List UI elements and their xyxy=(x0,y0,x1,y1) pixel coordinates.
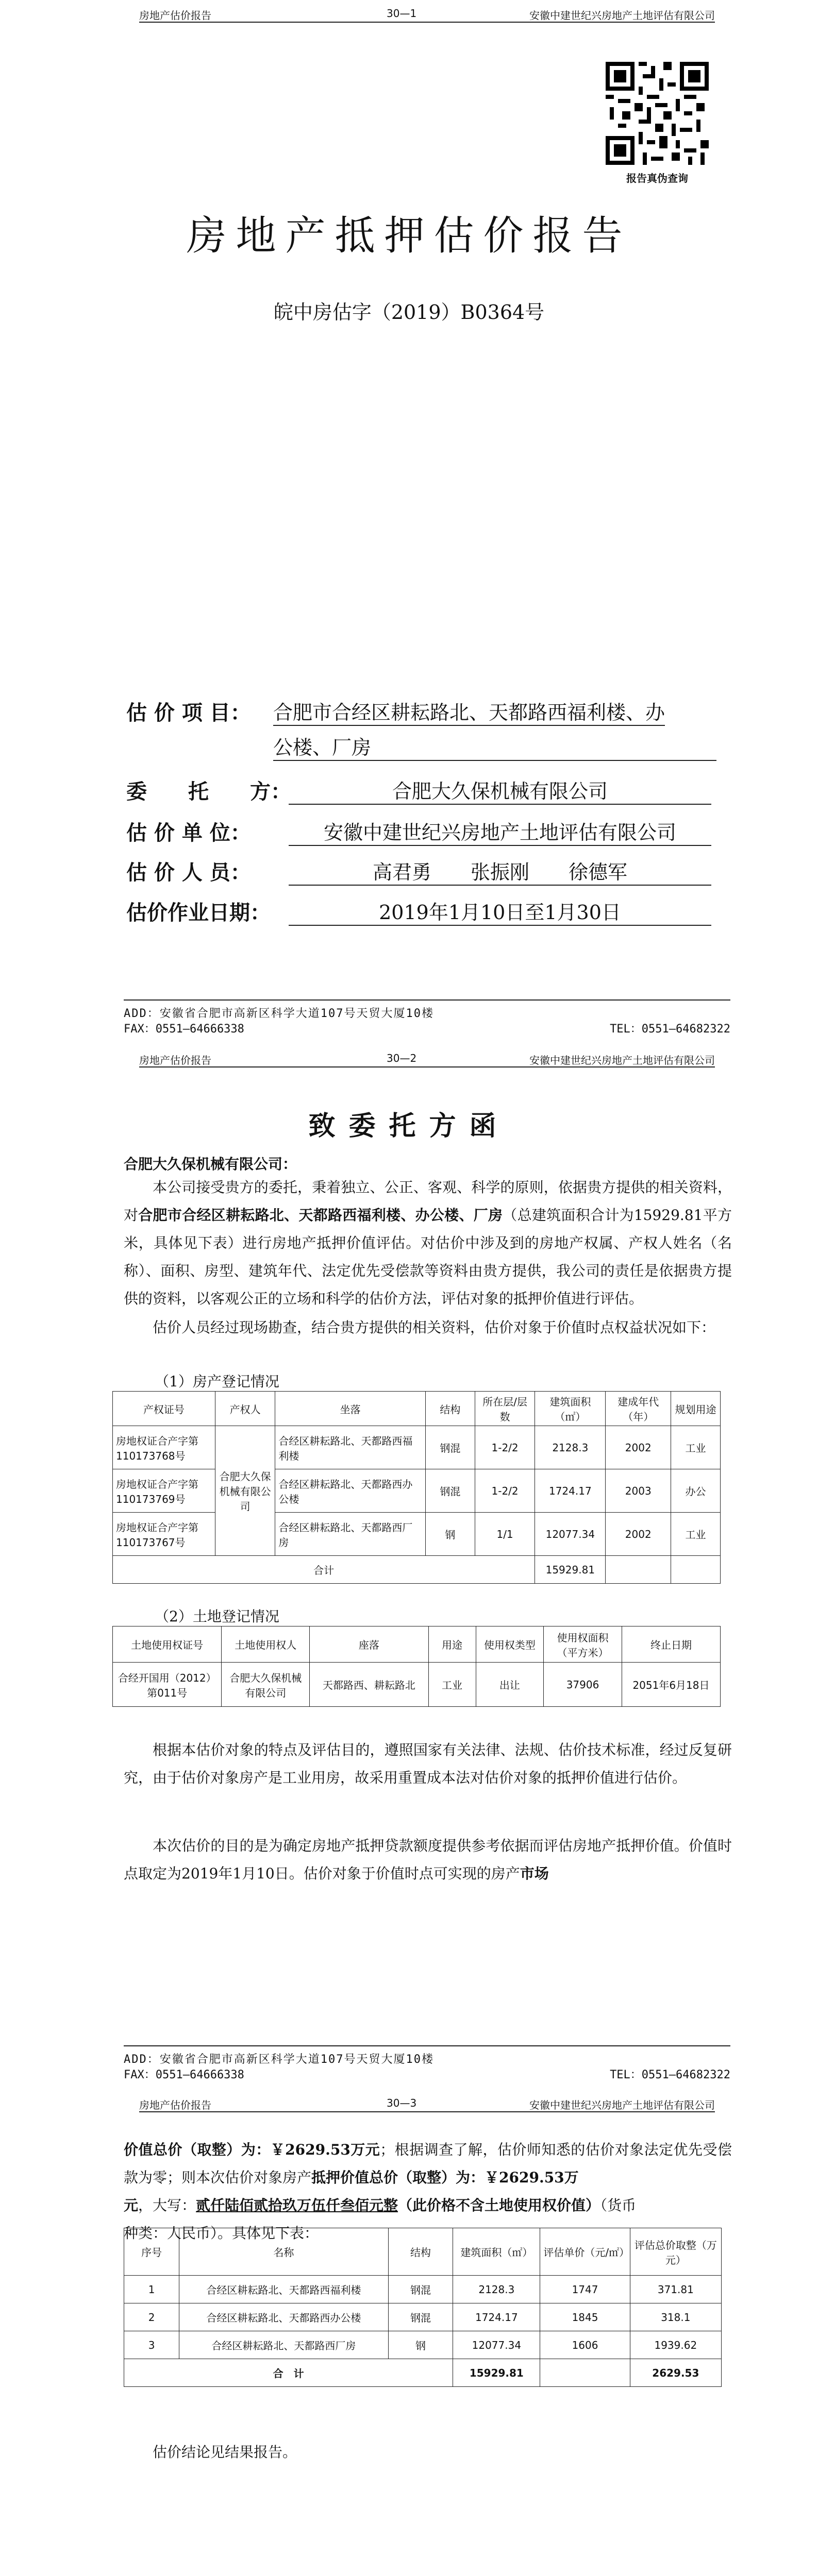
col-header: 评估单价（元/㎡） xyxy=(540,2228,630,2276)
cell-use: 办公 xyxy=(671,1469,721,1513)
house-registration-table xyxy=(112,1391,721,1584)
cell-area: 1724.17 xyxy=(535,1469,606,1513)
cover-page xyxy=(0,0,818,1045)
cell-area: 12077.34 xyxy=(453,2331,540,2359)
table-row xyxy=(124,2331,722,2359)
appraisers-label: 估 价 人 员： xyxy=(126,861,251,885)
letter-title: 致委托方函 xyxy=(308,1111,510,1142)
col-header: 结构 xyxy=(388,2228,453,2276)
letter-page xyxy=(0,1045,818,2090)
cell-structure: 钢 xyxy=(426,1513,475,1556)
col-header: 名称 xyxy=(179,2228,388,2276)
page-footer xyxy=(124,999,730,1037)
total-label: 合 计 xyxy=(124,2359,453,2387)
footer-address: ADD：安徽省合肥市高新区科学大道107号天贸大厦10楼 xyxy=(124,1007,434,1020)
appraisers-value: 高君勇 张振刚 徐德军 xyxy=(289,856,711,886)
conclusion-text-4: 种类：人民币）。具体见下表： xyxy=(124,2225,319,2242)
cell-year: 2002 xyxy=(606,1513,671,1556)
header-right: 安徽中建世纪兴房地产土地评估有限公司 xyxy=(529,1054,715,1066)
qr-caption: 报告真伪查询 xyxy=(626,172,688,184)
cell-use: 工业 xyxy=(671,1513,721,1556)
letter-paragraph-1 xyxy=(124,1174,732,1313)
letter-paragraph-4 xyxy=(124,1832,732,1888)
col-header: 所在层/层数 xyxy=(475,1392,535,1426)
cell-use: 工业 xyxy=(428,1663,476,1707)
header-page-no: 30—1 xyxy=(387,7,417,20)
report-title: 房地产抵押估价报告 xyxy=(186,213,632,259)
page-header xyxy=(139,1051,715,1067)
cell-year: 2003 xyxy=(606,1469,671,1513)
col-header: 使用权面积（平方米） xyxy=(544,1626,622,1663)
valuation-table xyxy=(124,2228,722,2387)
work-date-label: 估价作业日期： xyxy=(126,901,271,925)
cell-area: 2128.3 xyxy=(453,2276,540,2303)
footer-tel: TEL：0551—64682322 xyxy=(610,1023,730,1036)
cell-structure: 钢 xyxy=(388,2331,453,2359)
header-left: 房地产估价报告 xyxy=(139,9,211,22)
cell-area: 12077.34 xyxy=(535,1513,606,1556)
cell-floor: 1-2/2 xyxy=(475,1469,535,1513)
col-header: 规划用途 xyxy=(671,1392,721,1426)
cell-name: 合经区耕耘路北、天都路西办公楼 xyxy=(179,2303,388,2331)
land-table-heading: （2）土地登记情况 xyxy=(155,1608,279,1625)
project-value-line2: 公楼、厂房 xyxy=(273,732,716,761)
client-value: 合肥大久保机械有限公司 xyxy=(289,775,711,805)
cell-location: 合经区耕耘路北、天都路西福利楼 xyxy=(275,1426,426,1469)
cell-year: 2002 xyxy=(606,1426,671,1469)
mortgage-value-bold: 抵押价值总价（取整）为：￥2629.53万 xyxy=(311,2169,579,2186)
cell-area: 37906 xyxy=(544,1663,622,1707)
header-right: 安徽中建世纪兴房地产土地评估有限公司 xyxy=(529,9,715,22)
table-row xyxy=(124,2276,722,2303)
header-right: 安徽中建世纪兴房地产土地评估有限公司 xyxy=(529,2099,715,2111)
page-header xyxy=(139,2096,715,2112)
page-footer xyxy=(124,2045,730,2082)
work-date-value: 2019年1月10日至1月30日 xyxy=(289,896,711,926)
header-page-no: 30—3 xyxy=(387,2097,417,2109)
page-header xyxy=(139,6,715,23)
table-row xyxy=(113,1469,721,1513)
cell-price: 1747 xyxy=(540,2276,630,2303)
cell-owner: 合肥大久保机械有限公司 xyxy=(222,1663,310,1707)
header-page-no: 30—2 xyxy=(387,1052,417,1064)
total-area: 15929.81 xyxy=(453,2359,540,2387)
footer-address: ADD：安徽省合肥市高新区科学大道107号天贸大厦10楼 xyxy=(124,2053,434,2066)
cell-area: 2128.3 xyxy=(535,1426,606,1469)
value-note: （此价格不含土地使用权价值） xyxy=(398,2197,600,2214)
cell-floor: 1/1 xyxy=(475,1513,535,1556)
table-row xyxy=(113,1426,721,1469)
cell-no: 2 xyxy=(124,2303,179,2331)
p1-text-b: （总建筑面积合计为15929.81平方米，具体见下表）进行房地产抵押价值评估。对估价中涉及到的房地产权属、产权人姓名（名称）、面积、房型、建筑年代、法定优先受偿款等资料由贵方提供，我公司的责任是依据贵方提供的资料，以客观公正的立场和科学的估价方法，评估对象的抵押价值进行评估。 xyxy=(124,1207,732,1307)
conclusion-page xyxy=(0,2090,818,2576)
total-area: 15929.81 xyxy=(535,1556,606,1584)
col-header: 坐落 xyxy=(275,1392,426,1426)
document-number: 皖中房估字（2019）B0364号 xyxy=(273,301,545,324)
cell-structure: 钢混 xyxy=(426,1426,475,1469)
cell-price: 1606 xyxy=(540,2331,630,2359)
cell-owner: 合肥大久保机械有限公司 xyxy=(215,1426,275,1556)
cell-no: 1 xyxy=(124,2276,179,2303)
cell-location: 合经区耕耘路北、天都路西厂房 xyxy=(275,1513,426,1556)
total-value: 2629.53 xyxy=(630,2359,721,2387)
header-left: 房地产估价报告 xyxy=(139,2099,211,2111)
cell-name: 合经区耕耘路北、天都路西厂房 xyxy=(179,2331,388,2359)
letter-salutation: 合肥大久保机械有限公司： xyxy=(124,1156,297,1173)
cell-total: 371.81 xyxy=(630,2276,721,2303)
letter-paragraph-3: 根据本估价对象的特点及评估目的，遵照国家有关法律、法规、估价技术标准，经过反复研究，由于估价对象房产是工业用房，故采用重置成本法对估价对象的抵押价值进行估价。 xyxy=(124,1741,732,1786)
footer-fax: FAX：0551—64666338 xyxy=(124,1023,244,1036)
total-row xyxy=(113,1556,721,1584)
cell-total: 318.1 xyxy=(630,2303,721,2331)
cell-structure: 钢混 xyxy=(388,2303,453,2331)
cell-end-date: 2051年6月18日 xyxy=(622,1663,720,1707)
col-header: 使用权类型 xyxy=(476,1626,543,1663)
cell-location: 天都路西、耕耘路北 xyxy=(310,1663,428,1707)
cell-location: 合经区耕耘路北、天都路西办公楼 xyxy=(275,1469,426,1513)
cell-structure: 钢混 xyxy=(388,2276,453,2303)
appraiser-unit-value: 安徽中建世纪兴房地产土地评估有限公司 xyxy=(289,817,711,846)
p4-text: 本次估价的目的是为确定房地产抵押贷款额度提供参考依据而评估房地产抵押价值。价值时点取定为2019年1月10日。估价对象于价值时点可实现的房产 xyxy=(124,1837,732,1882)
cell-floor: 1-2/2 xyxy=(475,1426,535,1469)
col-header: 建成年代（年） xyxy=(606,1392,671,1426)
cell-cert: 房地权证合产字第110173768号 xyxy=(113,1426,215,1469)
table-row xyxy=(113,1513,721,1556)
cell-type: 出让 xyxy=(476,1663,543,1707)
col-header: 建筑面积（㎡） xyxy=(535,1392,606,1426)
total-row xyxy=(124,2359,722,2387)
letter-paragraph-2: 估价人员经过现场勘查，结合贵方提供的相关资料，估价对象于价值时点权益状况如下： xyxy=(153,1319,716,1336)
col-header: 产权证号 xyxy=(113,1392,215,1426)
project-label: 估 价 项 目： xyxy=(126,701,251,725)
cell-name: 合经区耕耘路北、天都路西福利楼 xyxy=(179,2276,388,2303)
total-label: 合计 xyxy=(113,1556,535,1584)
conclusion-text-1: ；根据调查了解，估价师知悉的估价对象法定优先受偿款为零；则本次估价对象房产 xyxy=(124,2141,732,2186)
col-header: 评估总价取整（万元） xyxy=(630,2228,721,2276)
house-table-heading: （1）房产登记情况 xyxy=(155,1373,279,1390)
appraiser-unit-label: 估 价 单 位： xyxy=(126,821,251,845)
project-value-line1: 合肥市合经区耕耘路北、天都路西福利楼、办 xyxy=(273,697,665,726)
col-header: 结构 xyxy=(426,1392,475,1426)
col-header: 建筑面积（㎡） xyxy=(453,2228,540,2276)
col-header: 产权人 xyxy=(215,1392,275,1426)
value-in-words: 贰仟陆佰贰拾玖万伍仟叁佰元整 xyxy=(196,2197,398,2214)
conclusion-text-3: （货币 xyxy=(600,2197,637,2214)
header-left: 房地产估价报告 xyxy=(139,1054,211,1066)
cell-no: 3 xyxy=(124,2331,179,2359)
footer-fax: FAX：0551—64666338 xyxy=(124,2069,244,2081)
col-header: 土地使用权证号 xyxy=(113,1626,222,1663)
qr-code-icon[interactable] xyxy=(606,62,709,165)
cell-cert: 合经开国用（2012）第011号 xyxy=(113,1663,222,1707)
cell-total: 1939.62 xyxy=(630,2331,721,2359)
col-header: 序号 xyxy=(124,2228,179,2276)
conclusion-text-2: ，大写： xyxy=(138,2197,196,2214)
cell-cert: 房地权证合产字第110173769号 xyxy=(113,1469,215,1513)
col-header: 土地使用权人 xyxy=(222,1626,310,1663)
detail-line: 估价结论见结果报告。 xyxy=(153,2444,297,2461)
cell-use: 工业 xyxy=(671,1426,721,1469)
cell-structure: 钢混 xyxy=(426,1469,475,1513)
table-row xyxy=(124,2303,722,2331)
land-registration-table xyxy=(112,1626,721,1707)
col-header: 用途 xyxy=(428,1626,476,1663)
col-header: 座落 xyxy=(310,1626,428,1663)
cell-cert: 房地权证合产字第110173767号 xyxy=(113,1513,215,1556)
p4-bold: 市场 xyxy=(520,1865,549,1882)
p1-text-a: 本公司接受贵方的委托，秉着独立、公正、客观、科学的原则，依据贵方提供的相关资料，对 xyxy=(124,1179,732,1224)
cell-area: 1724.17 xyxy=(453,2303,540,2331)
market-value-bold: 价值总价（取整）为：￥2629.53万元 xyxy=(124,2141,380,2158)
mortgage-value-unit: 元 xyxy=(124,2197,139,2214)
col-header: 终止日期 xyxy=(622,1626,720,1663)
p1-project-bold: 合肥市合经区耕耘路北、天都路西福利楼、办公楼、厂房 xyxy=(138,1207,503,1224)
client-label: 委 托 方： xyxy=(126,780,291,804)
table-row xyxy=(113,1663,721,1707)
footer-tel: TEL：0551—64682322 xyxy=(610,2069,730,2081)
cell-price: 1845 xyxy=(540,2303,630,2331)
